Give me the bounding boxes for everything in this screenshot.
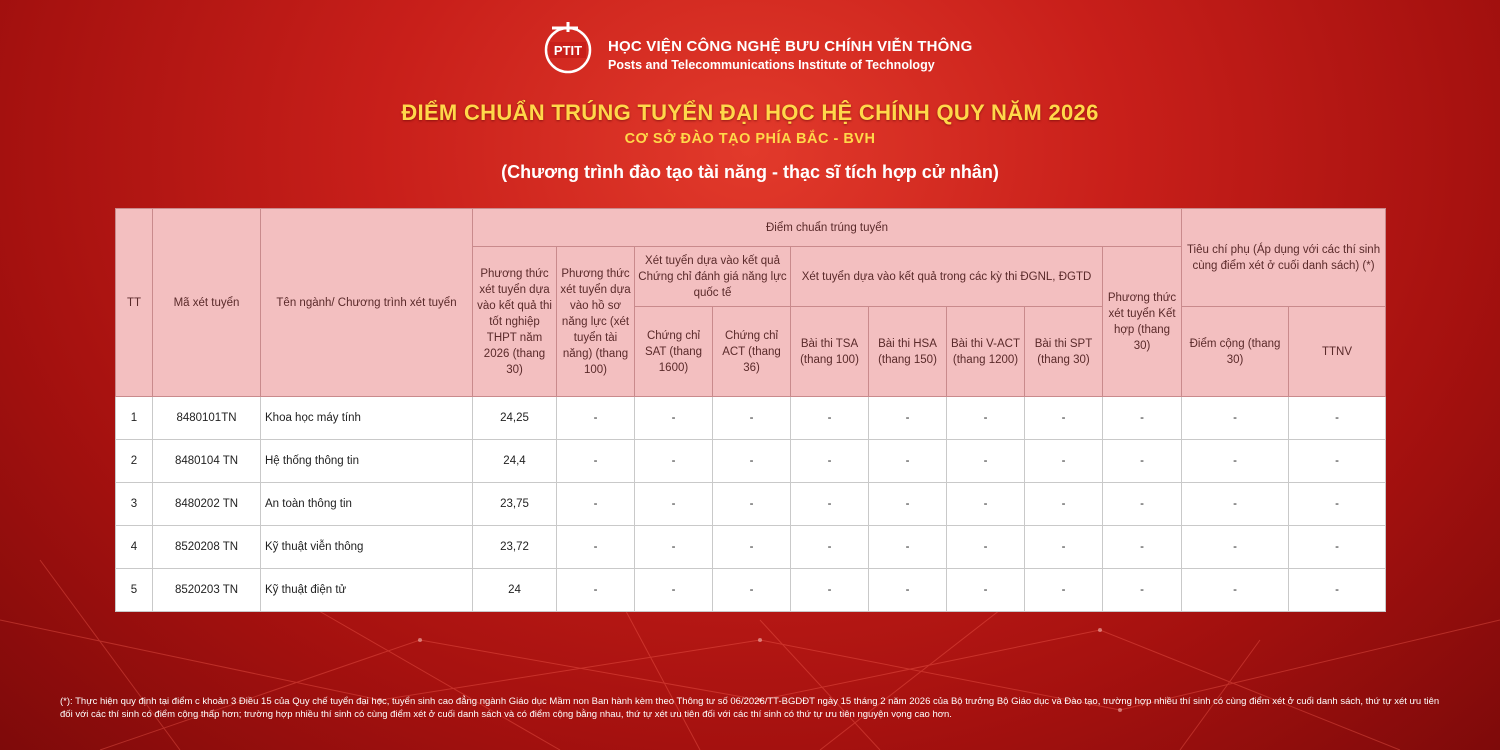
cell-major: Kỹ thuật viễn thông — [261, 526, 473, 569]
cell-major: An toàn thông tin — [261, 483, 473, 526]
cell-tsa: - — [791, 397, 869, 440]
institute-name-en: Posts and Telecommunications Institute of Technology — [608, 58, 935, 72]
header-group-dgnl: Xét tuyển dựa vào kết quả trong các kỳ thi ĐGNL, ĐGTD — [791, 247, 1103, 307]
cell-hsa: - — [869, 483, 947, 526]
cell-tsa: - — [791, 483, 869, 526]
cell-spt: - — [1025, 569, 1103, 612]
cell-hoso: - — [557, 526, 635, 569]
cell-ttnv: - — [1289, 569, 1386, 612]
cell-tt: 5 — [116, 569, 153, 612]
cell-spt: - — [1025, 526, 1103, 569]
header-group-scores: Điểm chuẩn trúng tuyển — [473, 209, 1182, 247]
cell-thpt: 23,75 — [473, 483, 557, 526]
cell-thpt: 24,25 — [473, 397, 557, 440]
header-sat: Chứng chỉ SAT (thang 1600) — [635, 307, 713, 397]
cell-ketop: - — [1103, 526, 1182, 569]
table-row — [116, 569, 1386, 612]
header-tsa: Bài thi TSA (thang 100) — [791, 307, 869, 397]
cell-ttnv: - — [1289, 526, 1386, 569]
cell-thpt: 23,72 — [473, 526, 557, 569]
cell-act: - — [713, 569, 791, 612]
cell-vact: - — [947, 569, 1025, 612]
header-group-intl: Xét tuyển dựa vào kết quả Chứng chỉ đánh giá năng lực quốc tế — [635, 247, 791, 307]
header-hoso: Phương thức xét tuyển dựa vào hồ sơ năng lực (xét tuyển tài năng) (thang 100) — [557, 247, 635, 397]
cell-hoso: - — [557, 440, 635, 483]
cell-hoso: - — [557, 483, 635, 526]
cell-tsa: - — [791, 526, 869, 569]
page-title: ĐIỂM CHUẨN TRÚNG TUYỂN ĐẠI HỌC HỆ CHÍNH QUY NĂM 2026 — [401, 100, 1099, 125]
table-row — [116, 397, 1386, 440]
ptit-logo — [538, 18, 598, 78]
cell-spt: - — [1025, 397, 1103, 440]
cell-ketop: - — [1103, 483, 1182, 526]
program-name: (Chương trình đào tạo tài năng - thạc sĩ tích hợp cử nhân) — [501, 162, 999, 182]
cell-bonus: - — [1182, 440, 1289, 483]
header-hsa: Bài thi HSA (thang 150) — [869, 307, 947, 397]
header-ttnv: TTNV — [1289, 307, 1386, 397]
cell-tt: 1 — [116, 397, 153, 440]
cell-act: - — [713, 397, 791, 440]
cell-tsa: - — [791, 569, 869, 612]
cell-hoso: - — [557, 569, 635, 612]
cell-code: 8480202 TN — [153, 483, 261, 526]
cell-ketop: - — [1103, 397, 1182, 440]
cell-vact: - — [947, 526, 1025, 569]
cell-ttnv: - — [1289, 483, 1386, 526]
header-act: Chứng chỉ ACT (thang 36) — [713, 307, 791, 397]
cell-spt: - — [1025, 440, 1103, 483]
cell-thpt: 24 — [473, 569, 557, 612]
table-row — [116, 526, 1386, 569]
header-bonus: Điểm cộng (thang 30) — [1182, 307, 1289, 397]
cell-tt: 3 — [116, 483, 153, 526]
cell-bonus: - — [1182, 397, 1289, 440]
cell-hsa: - — [869, 440, 947, 483]
cell-ketop: - — [1103, 569, 1182, 612]
header-ketop: Phương thức xét tuyển Kết hợp (thang 30) — [1103, 247, 1182, 397]
cell-spt: - — [1025, 483, 1103, 526]
cell-bonus: - — [1182, 569, 1289, 612]
cell-sat: - — [635, 440, 713, 483]
cell-code: 8480104 TN — [153, 440, 261, 483]
cell-major: Khoa học máy tính — [261, 397, 473, 440]
cell-bonus: - — [1182, 483, 1289, 526]
header-tt: TT — [116, 209, 153, 397]
cell-hoso: - — [557, 397, 635, 440]
cell-code: 8480101TN — [153, 397, 261, 440]
table-row — [116, 440, 1386, 483]
page-subtitle: CƠ SỞ ĐÀO TẠO PHÍA BẮC - BVH — [624, 131, 876, 147]
cell-act: - — [713, 526, 791, 569]
header-thpt: Phương thức xét tuyển dựa vào kết quả thi tốt nghiệp THPT năm 2026 (thang 30) — [473, 247, 557, 397]
cell-sat: - — [635, 569, 713, 612]
cell-sat: - — [635, 483, 713, 526]
cell-sat: - — [635, 526, 713, 569]
cell-tt: 4 — [116, 526, 153, 569]
cell-sat: - — [635, 397, 713, 440]
institute-name-vn: HỌC VIỆN CÔNG NGHỆ BƯU CHÍNH VIỄN THÔNG — [608, 38, 973, 55]
cell-ketop: - — [1103, 440, 1182, 483]
header-code: Mã xét tuyển — [153, 209, 261, 397]
header-spt: Bài thi SPT (thang 30) — [1025, 307, 1103, 397]
cell-vact: - — [947, 440, 1025, 483]
table-row — [116, 483, 1386, 526]
header-major: Tên ngành/ Chương trình xét tuyển — [261, 209, 473, 397]
cell-vact: - — [947, 397, 1025, 440]
cell-ttnv: - — [1289, 397, 1386, 440]
cell-hsa: - — [869, 397, 947, 440]
cell-tsa: - — [791, 440, 869, 483]
cell-bonus: - — [1182, 526, 1289, 569]
cell-vact: - — [947, 483, 1025, 526]
cell-code: 8520203 TN — [153, 569, 261, 612]
header-group-sub-criteria: Tiêu chí phụ (Áp dụng với các thí sinh cùng điểm xét ở cuối danh sách) (*) — [1182, 209, 1386, 307]
cell-tt: 2 — [116, 440, 153, 483]
scores-table — [115, 208, 1386, 612]
cell-major: Hệ thống thông tin — [261, 440, 473, 483]
cell-hsa: - — [869, 569, 947, 612]
header-vact: Bài thi V-ACT (thang 1200) — [947, 307, 1025, 397]
cell-act: - — [713, 483, 791, 526]
cell-hsa: - — [869, 526, 947, 569]
cell-thpt: 24,4 — [473, 440, 557, 483]
cell-ttnv: - — [1289, 440, 1386, 483]
footnote: (*): Thực hiện quy định tại điểm c khoản 3 Điều 15 của Quy chế tuyển đại học, tuyển sinh cao đẳng ngành Giáo dục Mầm non Ban hành kèm theo Thông tư số 06/2026/TT-BGDĐT ngày 15 tháng 2 năm 2026 của Bộ trưởng Bộ Giáo dục và Đào tạo, trường hợp nhiều thí sinh có cùng điểm xét ở cuối danh sách, thứ tự xét ưu tiên đối với các thí sinh có điểm cộng thấp hơn; trường hợp nhiều thí sinh có cùng điểm xét ở cuối danh sách và có điểm cộng bằng nhau, thứ tự xét ưu tiên đối với các thí sinh có thứ tự ưu tiên nguyện vọng cao hơn. — [60, 696, 1440, 720]
cell-major: Kỹ thuật điện tử — [261, 569, 473, 612]
cell-act: - — [713, 440, 791, 483]
cell-code: 8520208 TN — [153, 526, 261, 569]
svg-text:PTIT: PTIT — [553, 43, 583, 58]
